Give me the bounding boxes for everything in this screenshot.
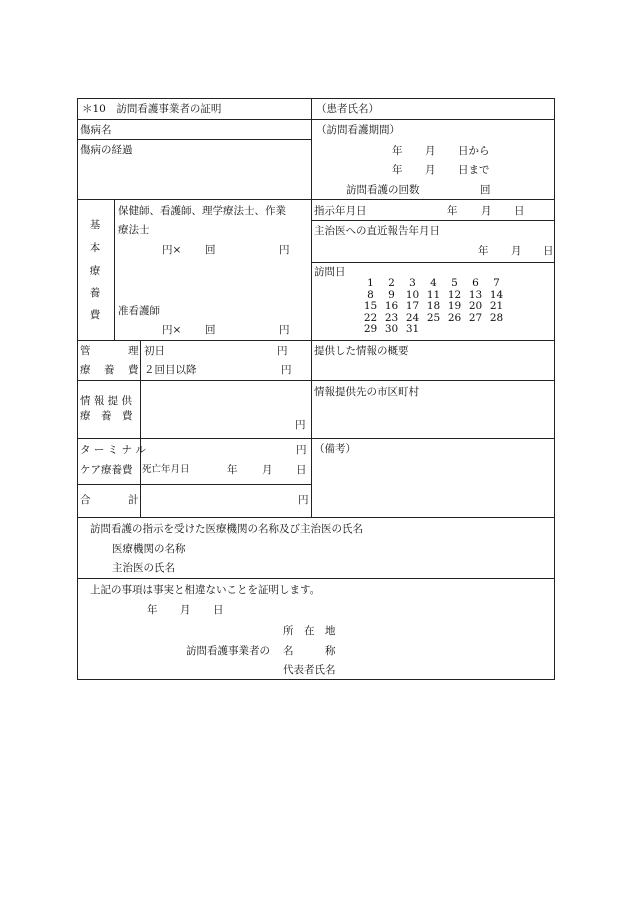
- period-from-month: 月: [425, 145, 436, 157]
- basic-label-char: 療: [89, 265, 101, 277]
- calendar-day: 6: [472, 277, 479, 289]
- calendar-day: 18: [426, 300, 441, 313]
- death-day: 日: [296, 464, 307, 476]
- visit-days-label: 訪問日: [314, 266, 346, 278]
- rule-instruction: [311, 220, 555, 221]
- death-year: 年: [227, 464, 238, 476]
- total-label: 合: [80, 494, 91, 506]
- institution-name-label: 医療機関の名称: [112, 543, 186, 555]
- basic-rate1-total: 円: [279, 244, 290, 256]
- calendar-day: 20: [468, 300, 483, 313]
- basic-label-char: 本: [89, 242, 101, 254]
- calendar-day: 15: [363, 300, 378, 313]
- doctor-name-label: 主治医の氏名: [112, 562, 175, 574]
- cert-representative-label: 代表者氏名: [283, 664, 336, 676]
- basic-rate2-yen: 円×: [162, 324, 182, 336]
- calendar-day: 25: [426, 311, 441, 324]
- visit-days-calendar: [360, 278, 507, 336]
- calendar-day: 26: [447, 311, 462, 324]
- visits-unit: 回: [480, 184, 491, 196]
- instruction-day: 日: [514, 205, 525, 217]
- calendar-day: 13: [468, 288, 483, 301]
- calendar-row: [360, 278, 507, 290]
- management-label: 療: [80, 364, 91, 376]
- terminal-unit: 円: [296, 444, 307, 456]
- rule-basic-col: [114, 199, 115, 340]
- calendar-day: 5: [451, 277, 458, 289]
- management-first-day-unit: 円: [277, 345, 288, 357]
- calendar-day: 30: [384, 323, 399, 336]
- report-year: 年: [478, 245, 489, 257]
- rule-injury: [77, 139, 311, 140]
- calendar-day: 11: [426, 288, 441, 301]
- calendar-row: [360, 324, 507, 336]
- management-second-day-unit: 円: [281, 364, 292, 376]
- period-to-day: 日まで: [458, 164, 490, 176]
- rule-header: [77, 119, 555, 120]
- terminal-label: ケア療養費: [80, 464, 133, 476]
- management-label: 管: [80, 345, 91, 357]
- calendar-day: 7: [493, 277, 500, 289]
- rule-medical-top: [77, 517, 555, 518]
- period-to-month: 月: [425, 164, 436, 176]
- rule-info-top: [77, 380, 555, 381]
- rule-cert-top: [77, 578, 555, 579]
- calendar-day: 3: [409, 277, 416, 289]
- instruction-month: 月: [481, 205, 492, 217]
- calendar-day: 9: [388, 288, 395, 301]
- death-date-label: 死亡年月日: [142, 464, 190, 475]
- report-day: 日: [543, 245, 554, 257]
- calendar-row: [360, 313, 507, 325]
- municipality-label: 情報提供先の市区町村: [314, 386, 419, 398]
- report-month: 月: [511, 245, 522, 257]
- certification-statement: 上記の事項は事実と相違ないことを証明します。: [90, 584, 321, 596]
- calendar-day: 16: [384, 300, 399, 313]
- basic-label-char: 養: [89, 287, 101, 299]
- calendar-day: 31: [405, 323, 420, 336]
- calendar-day: 23: [384, 311, 399, 324]
- rule-total-top: [77, 484, 311, 485]
- rule-middle: [311, 98, 312, 517]
- terminal-label: タ ー ミ ナ ル: [80, 444, 146, 456]
- management-first-day: 初日: [144, 345, 165, 357]
- injury-name-label: 傷病名: [80, 124, 112, 136]
- info-provision-label: 療 養 費: [80, 410, 133, 422]
- rule-label-col: [140, 340, 141, 517]
- info-provision-label: 情 報 提 供: [80, 395, 133, 407]
- management-label: 費: [128, 364, 139, 376]
- provided-info-label: 提供した情報の概要: [314, 345, 409, 357]
- cert-day: 日: [213, 604, 224, 616]
- management-label: 養: [104, 364, 115, 376]
- calendar-day: 29: [363, 323, 378, 336]
- medical-instruction-label: 訪問看護の指示を受けた医療機関の名称及び主治医の氏名: [90, 523, 363, 535]
- management-second-day: ２回目以降: [144, 364, 197, 376]
- rule-basic-top: [77, 199, 555, 200]
- calendar-day: 19: [447, 300, 462, 313]
- basic-rate1-yen: 円×: [162, 244, 182, 256]
- calendar-day: 17: [405, 300, 420, 313]
- cert-name-label: 名 称: [283, 645, 336, 657]
- calendar-day: 27: [468, 311, 483, 324]
- rule-report: [311, 262, 555, 263]
- patient-name-label: （患者氏名）: [316, 103, 379, 115]
- basic-rate2-times: 回: [205, 324, 216, 336]
- calendar-day: 10: [405, 288, 420, 301]
- calendar-day: 8: [367, 288, 374, 301]
- basic-label-char: 費: [89, 309, 101, 321]
- period-label: （訪問看護期間）: [316, 124, 400, 136]
- form-title: ＊10 訪問看護事業者の証明: [82, 103, 222, 115]
- basic-label-char: 基: [89, 219, 101, 231]
- cert-address-label: 所 在 地: [283, 625, 336, 637]
- calendar-day: 28: [489, 311, 504, 324]
- management-label: 理: [128, 345, 139, 357]
- period-from-year: 年: [392, 145, 403, 157]
- basic-rate1-times: 回: [205, 244, 216, 256]
- remarks-label: （備考）: [314, 443, 356, 455]
- calendar-day: 21: [489, 300, 504, 313]
- rule-management-top: [77, 340, 555, 341]
- calendar-day: 1: [367, 277, 374, 289]
- total-unit: 円: [298, 494, 309, 506]
- report-date-label: 主治医への直近報告年月日: [314, 225, 440, 237]
- course-label: 傷病の経過: [80, 144, 133, 156]
- calendar-day: 4: [430, 277, 437, 289]
- visits-label: 訪問看護の回数: [346, 184, 420, 196]
- calendar-day: 12: [447, 288, 462, 301]
- period-to-year: 年: [392, 164, 403, 176]
- basic-rate2-total: 円: [279, 324, 290, 336]
- basic-assistant-label: 准看護師: [118, 305, 160, 317]
- period-from-day: 日から: [458, 145, 490, 157]
- basic-staff-line1: 保健師、看護師、理学療法士、作業: [118, 205, 286, 217]
- instruction-date-label: 指示年月日: [314, 205, 367, 217]
- total-label: 計: [128, 494, 139, 506]
- instruction-year: 年: [447, 205, 458, 217]
- info-provision-unit: 円: [295, 419, 306, 431]
- cert-month: 月: [180, 604, 191, 616]
- calendar-day: 2: [388, 277, 395, 289]
- calendar-day: 22: [363, 311, 378, 324]
- calendar-day: 14: [489, 288, 504, 301]
- basic-staff-line2: 療法士: [118, 224, 150, 236]
- death-month: 月: [262, 464, 273, 476]
- calendar-day: 24: [405, 311, 420, 324]
- cert-year: 年: [147, 604, 158, 616]
- cert-provider-label: 訪問看護事業者の: [186, 645, 270, 657]
- rule-terminal-top: [77, 438, 555, 439]
